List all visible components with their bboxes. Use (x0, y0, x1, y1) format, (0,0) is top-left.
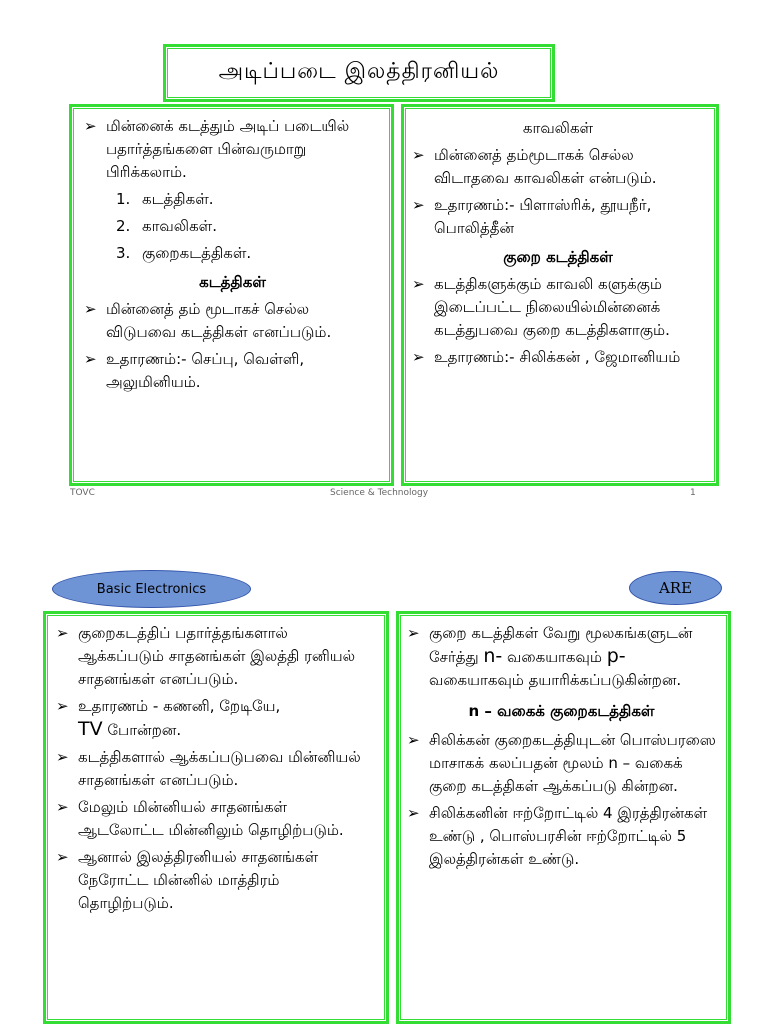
arrow-bullet-icon: ➢ (84, 350, 97, 368)
bullet-item: ➢ உதாரணம் - கணனி, றேடியே, TV போன்றன. (56, 697, 281, 740)
footer-center: Science & Technology (330, 488, 429, 498)
arrow-bullet-icon: ➢ (412, 348, 425, 366)
arrow-bullet-icon: ➢ (56, 697, 69, 715)
slide1-left-panel (69, 104, 394, 486)
arrow-bullet-icon: ➢ (56, 848, 69, 866)
list-item: 3. குறைகடத்திகள். (116, 244, 252, 262)
section-heading-insulators: காவலிகள் (522, 119, 594, 137)
bullet-item: ➢ சிலிக்கன் குறைகடத்தியுடன் பொஸ்பரஸை மாசாகக் கலப்பதன் மூலம் n – வகைக் குறை கடத்திகள் ஆக்கப்படு கின்றன. (407, 731, 716, 795)
bullet-item: ➢ உதாரணம்:- சிலிக்கன் , ஜேமானியம் (412, 346, 704, 369)
bullet-item: ➢ குறை கடத்திகள் வேறு மூலகங்களுடன் சேர்த்து n- வகையாகவும் p- வகையாகவும் தயாரிக்கப்படுகின்றன. (407, 624, 693, 689)
arrow-bullet-icon: ➢ (84, 300, 97, 318)
arrow-bullet-icon: ➢ (407, 731, 420, 749)
arrow-bullet-icon: ➢ (412, 275, 425, 293)
tv-text: TV (78, 718, 103, 740)
arrow-bullet-icon: ➢ (56, 798, 69, 816)
arrow-bullet-icon: ➢ (412, 146, 425, 164)
slide2-left-panel (43, 611, 389, 1024)
footer-page-number: 1 (690, 488, 696, 498)
bullet-item: ➢ மின்னைத் தம் மூடாகச் செல்ல விடுபவை கடத்திகள் எனப்படும். (84, 300, 332, 341)
arrow-bullet-icon: ➢ (407, 804, 420, 822)
slide1-right-panel (401, 104, 719, 486)
section-heading-n-type: n – வகைக் குறைகடத்திகள் (468, 702, 655, 720)
bullet-item: ➢ உதாரணம்:- செப்பு, வெள்ளி, அலுமினியம். (84, 350, 305, 391)
arrow-bullet-icon: ➢ (407, 624, 420, 642)
bullet-item: ➢ கடத்திகளால் ஆக்கப்படுபவை மின்னியல் சாதனங்கள் எனப்படும். (56, 748, 361, 789)
are-label: ARE (629, 571, 722, 605)
bullet-item: ➢ சிலிக்கனின் ஈற்றோட்டில் 4 இரத்திரன்கள் உண்டு , பொஸ்பரசின் ஈற்றோட்டில் 5 இலத்திரன்கள் உண்டு. (407, 804, 708, 868)
arrow-bullet-icon: ➢ (56, 624, 69, 642)
basic-electronics-label: Basic Electronics (52, 570, 251, 608)
section-heading-semiconductors: குறை கடத்திகள் (503, 248, 613, 266)
left-intro-text: மின்னைக் கடத்தும் அடிப் படையில் பதார்த்தங்களை பின்வருமாறு பிரிக்கலாம். (106, 117, 350, 181)
arrow-bullet-icon: ➢ (56, 748, 69, 766)
list-item: 2. காவலிகள். (116, 217, 217, 235)
n-type-label: n- (483, 645, 503, 667)
slide2-right-panel (396, 611, 731, 1024)
arrow-bullet-icon: ➢ (412, 196, 425, 214)
list-item: 1. கடத்திகள். (116, 190, 214, 208)
section-heading-conductors: கடத்திகள் (199, 273, 266, 291)
bullet-item: ➢ மின்னைத் தம்மூடாகக் செல்ல விடாதவை காவலிகள் என்படும். (412, 146, 657, 187)
slide1-title-box (163, 44, 555, 102)
bullet-item: ➢ உதாரணம்:- பிளாஸ்ரிக், தூயநீர், பொலித்தீன் (412, 196, 652, 237)
left-intro-bullet (84, 115, 381, 184)
slide1-title: அடிப்படை இலத்திரனியல் (218, 59, 500, 84)
bullet-item: ➢ குறைகடத்திப் பதார்த்தங்களால் ஆக்கப்படும் சாதனங்கள் இலத்தி ரனியல் சாதனங்கள் எனப்படும். (56, 624, 356, 688)
bullet-item: ➢ கடத்திகளுக்கும் காவலி களுக்கும் இடைப்பட்ட நிலையில்மின்னைக் கடத்துபவை குறை கடத்திகளாகும். (412, 275, 670, 339)
bullet-item: ➢ மேலும் மின்னியல் சாதனங்கள் ஆடலோட்ட மின்னிலும் தொழிற்படும். (56, 798, 344, 839)
arrow-bullet-icon: ➢ (84, 117, 97, 135)
p-type-label: p- (606, 645, 626, 667)
bullet-item: ➢ ஆனால் இலத்திரனியல் சாதனங்கள் நேரோட்ட மின்னில் மாத்திரம் தொழிற்படும். (56, 848, 319, 912)
footer-left: TOVC (70, 488, 95, 498)
